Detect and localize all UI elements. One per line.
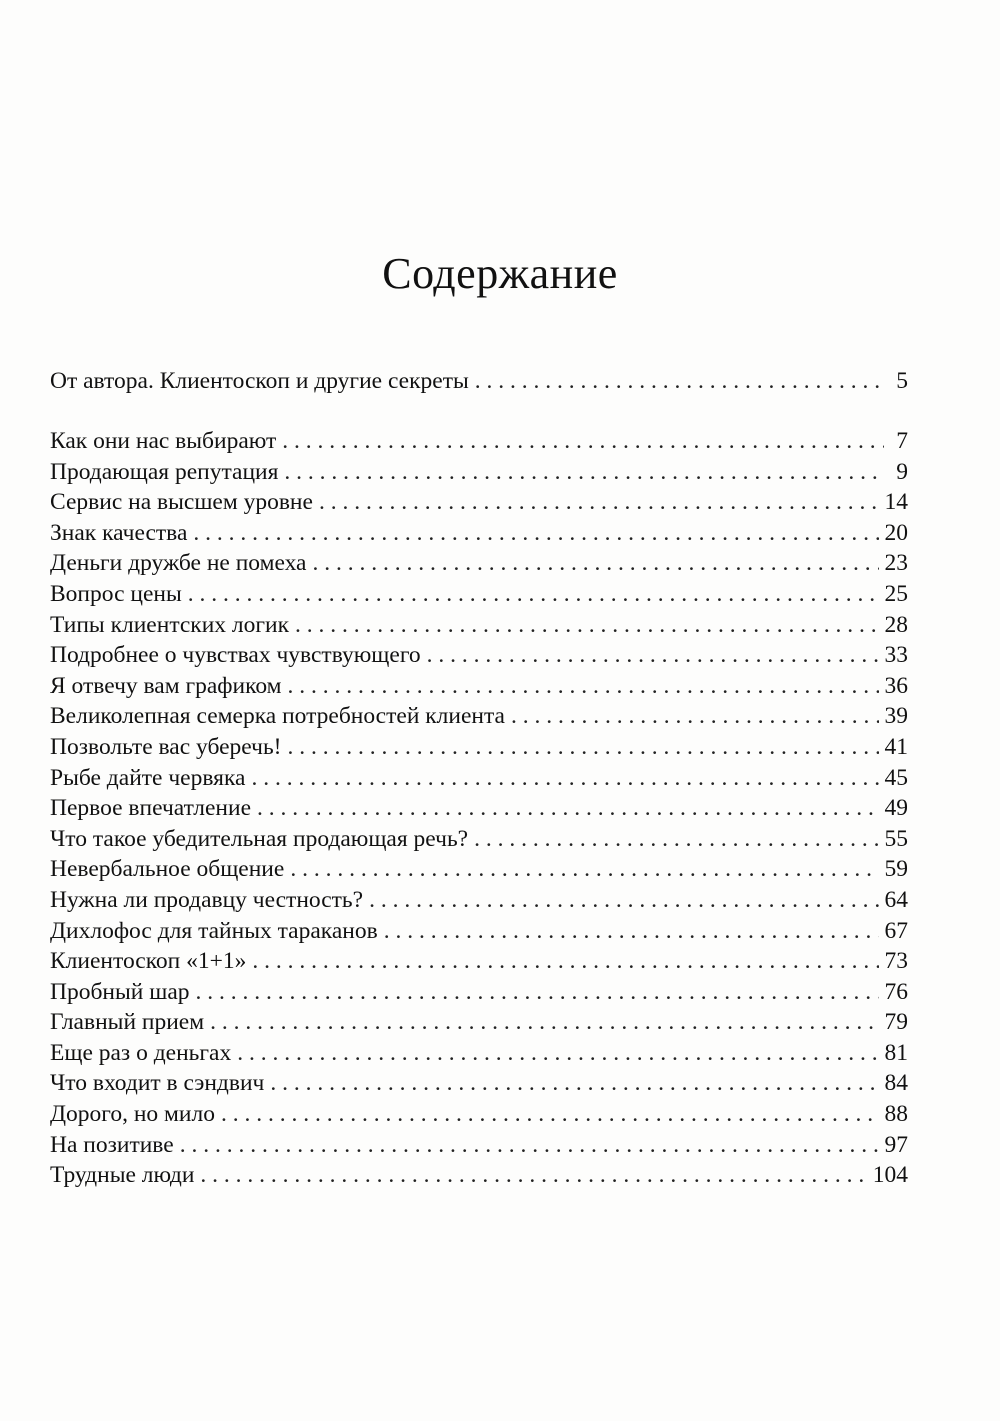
toc-entry-title: Деньги дружбе не помеха xyxy=(50,550,307,577)
toc-entry-page: 9 xyxy=(896,458,908,485)
toc-entry-page: 36 xyxy=(884,672,908,699)
toc-entry[interactable] xyxy=(50,518,908,549)
toc-entry[interactable] xyxy=(50,1068,908,1099)
toc-entry-title: От автора. Клиентоскоп и другие секреты xyxy=(50,368,469,394)
toc-entry-title: Дихлофос для тайных тараканов xyxy=(50,917,378,944)
toc-entry-page: 25 xyxy=(884,580,908,607)
toc-entry[interactable] xyxy=(50,610,908,641)
toc-entry-page: 45 xyxy=(884,764,908,791)
toc-entry-page: 55 xyxy=(884,825,908,852)
toc-entry-title: Еще раз о деньгах xyxy=(50,1039,232,1066)
toc-entry-page: 97 xyxy=(884,1131,908,1158)
toc-entry-title: Типы клиентских логик xyxy=(50,611,290,638)
toc-entry-page: 67 xyxy=(884,917,908,944)
toc-entry[interactable] xyxy=(50,487,908,518)
toc-entry[interactable] xyxy=(50,640,908,671)
toc-entry-title: Сервис на высшем уровне xyxy=(50,489,313,516)
dot-leader xyxy=(221,1099,879,1130)
toc-entry-title: Вопрос цены xyxy=(50,580,182,607)
dot-leader xyxy=(196,977,879,1008)
dot-leader xyxy=(288,671,879,702)
dot-leader xyxy=(427,640,879,671)
toc-entry[interactable] xyxy=(50,701,908,732)
toc-entry-title: Что такое убедительная продающая речь? xyxy=(50,825,469,852)
dot-leader xyxy=(180,1130,879,1161)
toc-entry-page: 64 xyxy=(884,886,908,913)
toc-entry-page: 7 xyxy=(896,428,908,454)
dot-leader xyxy=(295,610,878,641)
toc-entry-page: 88 xyxy=(884,1101,908,1128)
toc-entry[interactable] xyxy=(50,824,908,855)
dot-leader xyxy=(210,1007,878,1038)
toc-entry-title: Как они нас выбирают xyxy=(50,428,277,454)
toc-entry-page: 39 xyxy=(884,703,908,730)
dot-leader xyxy=(252,946,878,977)
dot-leader xyxy=(475,366,884,397)
dot-leader xyxy=(312,548,878,579)
toc-entry[interactable] xyxy=(50,916,908,947)
dot-leader xyxy=(237,1038,878,1069)
toc-entry-title: Что входит в сэндвич xyxy=(50,1070,265,1097)
toc-entry[interactable] xyxy=(50,548,908,579)
toc-entry-page: 104 xyxy=(872,1162,908,1189)
toc-entry[interactable] xyxy=(50,366,908,397)
toc-entry[interactable] xyxy=(50,1007,908,1038)
toc-entry-page: 14 xyxy=(884,489,908,516)
dot-leader xyxy=(384,916,879,947)
dot-leader xyxy=(188,579,879,610)
dot-leader xyxy=(257,793,878,824)
toc-entry-title: Я отвечу вам графиком xyxy=(50,672,282,699)
page-title: Содержание xyxy=(382,249,618,298)
toc-entry-page: 84 xyxy=(884,1070,908,1097)
toc-entry[interactable] xyxy=(50,671,908,702)
toc-entry[interactable] xyxy=(50,885,908,916)
toc-entry-title: Трудные люди xyxy=(50,1162,195,1189)
dot-leader xyxy=(511,701,879,732)
toc-entry[interactable] xyxy=(50,579,908,610)
toc-entry-title: Продающая репутация xyxy=(50,458,279,485)
toc-entry-page: 49 xyxy=(884,795,908,822)
toc-entry-title: Клиентоскоп «1+1» xyxy=(50,948,247,975)
toc-entry[interactable] xyxy=(50,732,908,763)
toc-entry[interactable] xyxy=(50,457,908,488)
dot-leader xyxy=(319,487,879,518)
toc-entry-page: 76 xyxy=(884,978,908,1005)
toc-intro-section xyxy=(50,366,908,397)
toc-entry-title: Дорого, но мило xyxy=(50,1101,215,1128)
toc-entry-page: 59 xyxy=(884,856,908,883)
toc-entry[interactable] xyxy=(50,1160,908,1191)
dot-leader xyxy=(193,518,878,549)
toc-entry-title: Невербальное общение xyxy=(50,856,285,883)
dot-leader xyxy=(369,885,878,916)
toc-entry-page: 23 xyxy=(884,550,908,577)
toc-entry[interactable] xyxy=(50,426,908,457)
toc-entry[interactable] xyxy=(50,793,908,824)
toc-entry[interactable] xyxy=(50,1099,908,1130)
dot-leader xyxy=(288,732,879,763)
dot-leader xyxy=(251,763,878,794)
toc-entry-title: Первое впечатление xyxy=(50,795,252,822)
toc-entry[interactable] xyxy=(50,1130,908,1161)
toc-entry[interactable] xyxy=(50,854,908,885)
toc-entry-page: 28 xyxy=(884,611,908,638)
toc-entry-page: 33 xyxy=(884,642,908,669)
toc-entry[interactable] xyxy=(50,946,908,977)
toc-entry-title: Подробнее о чувствах чувствующего xyxy=(50,642,421,669)
dot-leader xyxy=(282,426,884,457)
dot-leader xyxy=(474,824,878,855)
toc-entry-page: 81 xyxy=(884,1039,908,1066)
toc-entry[interactable] xyxy=(50,1038,908,1069)
toc-entry-title: Позвольте вас уберечь! xyxy=(50,733,282,760)
toc-entry-page: 79 xyxy=(884,1009,908,1036)
toc-entry-title: Рыбе дайте червяка xyxy=(50,764,246,791)
toc-entry[interactable] xyxy=(50,763,908,794)
dot-leader xyxy=(270,1068,878,1099)
toc-entry-title: Нужна ли продавцу честность? xyxy=(50,886,364,913)
dot-leader xyxy=(200,1160,866,1191)
toc-entry-page: 73 xyxy=(884,948,908,975)
toc-chapters-list xyxy=(50,426,908,1191)
toc-entry-title: На позитиве xyxy=(50,1131,174,1158)
toc-entry-page: 41 xyxy=(884,733,908,760)
toc-entry-title: Знак качества xyxy=(50,519,188,546)
dot-leader xyxy=(284,457,884,488)
toc-entry-title: Великолепная семерка потребностей клиента xyxy=(50,703,505,730)
toc-entry-page: 20 xyxy=(884,519,908,546)
toc-entry-title: Главный прием xyxy=(50,1009,205,1036)
toc-entry-page: 5 xyxy=(896,368,908,394)
toc-entry-title: Пробный шар xyxy=(50,978,190,1005)
dot-leader xyxy=(290,854,878,885)
toc-entry[interactable] xyxy=(50,977,908,1008)
